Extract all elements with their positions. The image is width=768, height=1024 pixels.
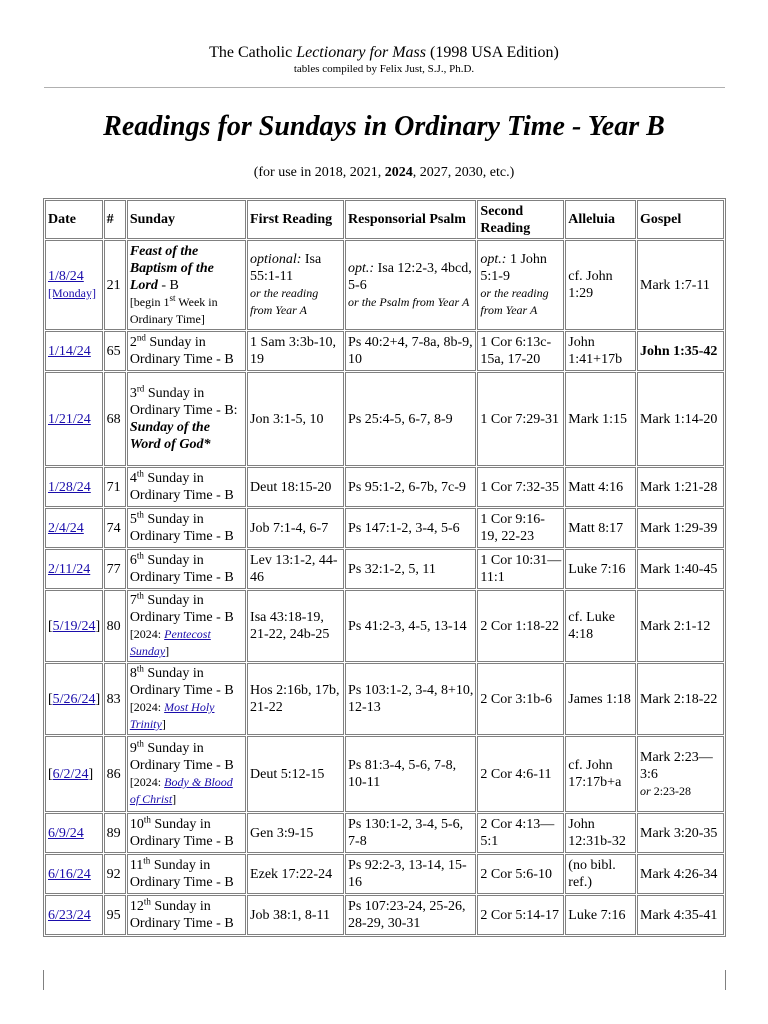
alleluia-cell: cf. John 17:17b+a: [565, 736, 636, 812]
column-header-sunday: Sunday: [127, 200, 246, 239]
lectionary-number: 86: [104, 736, 126, 812]
sunday-cell: 5th Sunday in Ordinary Time - B: [127, 508, 246, 548]
psalm-cell: Ps 81:3-4, 5-6, 7-8, 10-11: [345, 736, 476, 812]
alleluia-cell: Matt 8:17: [565, 508, 636, 548]
lectionary-number: 71: [104, 467, 126, 507]
table-row: [45, 549, 724, 589]
page-header: [0, 0, 768, 76]
table-continuation-right: [725, 970, 726, 990]
date-link[interactable]: 6/9/24: [48, 825, 84, 841]
gospel-cell: Mark 1:29-39: [637, 508, 724, 548]
sunday-cell: 2nd Sunday in Ordinary Time - B: [127, 331, 246, 371]
table-row: [45, 590, 724, 662]
lectionary-number: 89: [104, 813, 126, 853]
lectionary-title-line: The Catholic Lectionary for Mass (1998 USA Edition): [209, 44, 559, 61]
date-link[interactable]: 1/28/24: [48, 479, 91, 495]
first-reading-cell: Job 7:1-4, 6-7: [247, 508, 344, 548]
second-reading-cell: 1 Cor 6:13c-15a, 17-20: [477, 331, 564, 371]
second-reading-cell: 2 Cor 1:18-22: [477, 590, 564, 662]
readings-table: [43, 198, 726, 937]
first-reading-cell: Deut 5:12-15: [247, 736, 344, 812]
date-cell: [45, 331, 103, 371]
gospel-cell: Mark 1:21-28: [637, 467, 724, 507]
date-cell: [45, 508, 103, 548]
solemnity-link[interactable]: Pentecost Sunday: [129, 627, 211, 658]
column-header-psalm: Responsorial Psalm: [345, 200, 476, 239]
date-link[interactable]: 1/8/24: [48, 269, 84, 284]
sunday-cell: 4th Sunday in Ordinary Time - B: [127, 467, 246, 507]
sunday-cell: 10th Sunday in Ordinary Time - B: [127, 813, 246, 853]
table-row: [45, 736, 724, 812]
gospel-cell: Mark 2:1-12: [637, 590, 724, 662]
second-reading-cell: 2 Cor 3:1b-6: [477, 663, 564, 735]
second-reading-cell: 2 Cor 5:14-17: [477, 895, 564, 935]
first-reading-cell: Isa 43:18-19, 21-22, 24b-25: [247, 590, 344, 662]
table-row: [45, 813, 724, 853]
date-link[interactable]: 1/21/24: [48, 411, 91, 427]
second-reading-cell: 1 Cor 9:16-19, 22-23: [477, 508, 564, 548]
first-reading-cell: Gen 3:9-15: [247, 813, 344, 853]
second-reading-cell: 2 Cor 4:13—5:1: [477, 813, 564, 853]
first-reading-cell: Deut 18:15-20: [247, 467, 344, 507]
lectionary-number: 95: [104, 895, 126, 935]
first-reading-cell: Job 38:1, 8-11: [247, 895, 344, 935]
column-header-date: Date: [45, 200, 103, 239]
psalm-cell: opt.: Isa 12:2-3, 4bcd, 5-6 or the Psalm from Year A: [345, 240, 476, 330]
lectionary-number: 68: [104, 372, 126, 466]
table-row: [45, 467, 724, 507]
compiler-credit: tables compiled by Felix Just, S.J., Ph.D.: [293, 63, 475, 75]
date-cell: [45, 549, 103, 589]
table-row: [45, 331, 724, 371]
page-subtitle: (for use in 2018, 2021, 2024, 2027, 2030, etc.): [253, 165, 515, 180]
psalm-cell: Ps 147:1-2, 3-4, 5-6: [345, 508, 476, 548]
lectionary-number: 21: [104, 240, 126, 330]
date-cell: [45, 240, 103, 330]
gospel-cell: Mark 3:20-35: [637, 813, 724, 853]
alleluia-cell: (no bibl. ref.): [565, 854, 636, 894]
sunday-cell: Feast of the Baptism of the Lord - B [begin 1st Week in Ordinary Time]: [127, 240, 246, 330]
psalm-cell: Ps 130:1-2, 3-4, 5-6, 7-8: [345, 813, 476, 853]
gospel-cell: Mark 1:40-45: [637, 549, 724, 589]
column-header-alleluia: Alleluia: [565, 200, 636, 239]
date-cell: [45, 813, 103, 853]
date-link[interactable]: 2/4/24: [48, 520, 84, 536]
first-reading-cell: Ezek 17:22-24: [247, 854, 344, 894]
header-row: [45, 200, 724, 239]
date-cell: [45, 854, 103, 894]
table-row: [45, 240, 724, 330]
second-reading-cell: 1 Cor 7:29-31: [477, 372, 564, 466]
header-divider: [44, 87, 725, 88]
table-row: [45, 854, 724, 894]
gospel-cell: Mark 4:26-34: [637, 854, 724, 894]
alleluia-cell: John 12:31b-32: [565, 813, 636, 853]
first-reading-cell: Lev 13:1-2, 44-46: [247, 549, 344, 589]
table-row: [45, 895, 724, 935]
alleluia-cell: Mark 1:15: [565, 372, 636, 466]
table-row: [45, 508, 724, 548]
lectionary-number: 65: [104, 331, 126, 371]
lectionary-number: 74: [104, 508, 126, 548]
lectionary-number: 92: [104, 854, 126, 894]
psalm-cell: Ps 95:1-2, 6-7b, 7c-9: [345, 467, 476, 507]
date-cell: [45, 895, 103, 935]
gospel-cell: Mark 4:35-41: [637, 895, 724, 935]
date-link[interactable]: 6/2/24: [52, 766, 89, 782]
psalm-cell: Ps 25:4-5, 6-7, 8-9: [345, 372, 476, 466]
first-reading-cell: Jon 3:1-5, 10: [247, 372, 344, 466]
column-header-first-reading: First Reading: [247, 200, 344, 239]
gospel-cell: Mark 1:14-20: [637, 372, 724, 466]
first-reading-cell: Hos 2:16b, 17b, 21-22: [247, 663, 344, 735]
sunday-cell: 11th Sunday in Ordinary Time - B: [127, 854, 246, 894]
psalm-cell: Ps 103:1-2, 3-4, 8+10, 12-13: [345, 663, 476, 735]
gospel-cell: Mark 2:23—3:6 or 2:23-28: [637, 736, 724, 812]
date-link[interactable]: 5/26/24: [52, 691, 96, 707]
date-cell: [45, 372, 103, 466]
first-reading-cell: optional: Isa 55:1-11 or the reading from Year A: [247, 240, 344, 330]
second-reading-cell: 2 Cor 5:6-10: [477, 854, 564, 894]
sunday-cell: 6th Sunday in Ordinary Time - B: [127, 549, 246, 589]
alleluia-cell: James 1:18: [565, 663, 636, 735]
sunday-cell: 7th Sunday in Ordinary Time - B [2024: Pentecost Sunday]: [127, 590, 246, 662]
psalm-cell: Ps 32:1-2, 5, 11: [345, 549, 476, 589]
date-link[interactable]: 6/16/24: [48, 866, 91, 882]
lectionary-number: 80: [104, 590, 126, 662]
sunday-cell: 9th Sunday in Ordinary Time - B [2024: Body & Blood of Christ]: [127, 736, 246, 812]
alleluia-cell: Matt 4:16: [565, 467, 636, 507]
date-cell: [5/19/24]: [45, 590, 103, 662]
gospel-cell: Mark 1:7-11: [637, 240, 724, 330]
date-cell: [45, 467, 103, 507]
date-link[interactable]: 6/23/24: [48, 907, 91, 923]
date-cell: [5/26/24]: [45, 663, 103, 735]
sunday-cell: 8th Sunday in Ordinary Time - B [2024: Most Holy Trinity]: [127, 663, 246, 735]
gospel-cell: Mark 2:18-22: [637, 663, 724, 735]
first-reading-cell: 1 Sam 3:3b-10, 19: [247, 331, 344, 371]
psalm-cell: Ps 107:23-24, 25-26, 28-29, 30-31: [345, 895, 476, 935]
second-reading-cell: 1 Cor 7:32-35: [477, 467, 564, 507]
date-link[interactable]: 1/14/24: [48, 343, 91, 359]
date-link[interactable]: 5/19/24: [52, 618, 96, 634]
lectionary-number: 77: [104, 549, 126, 589]
alleluia-cell: cf. Luke 4:18: [565, 590, 636, 662]
table-row: [45, 663, 724, 735]
column-header-number: #: [104, 200, 126, 239]
date-cell: [6/2/24]: [45, 736, 103, 812]
lectionary-number: 83: [104, 663, 126, 735]
second-reading-cell: 2 Cor 4:6-11: [477, 736, 564, 812]
psalm-cell: Ps 41:2-3, 4-5, 13-14: [345, 590, 476, 662]
date-note-link[interactable]: [Monday]: [48, 286, 96, 300]
alleluia-cell: John 1:41+17b: [565, 331, 636, 371]
sunday-cell: 12th Sunday in Ordinary Time - B: [127, 895, 246, 935]
page-title: Readings for Sundays in Ordinary Time - Year B: [103, 111, 665, 142]
solemnity-link[interactable]: Body & Blood of Christ: [129, 775, 233, 806]
date-link[interactable]: 2/11/24: [48, 561, 91, 577]
gospel-cell: John 1:35-42: [637, 331, 724, 371]
solemnity-link[interactable]: Most Holy Trinity: [129, 700, 215, 731]
psalm-cell: Ps 92:2-3, 13-14, 15-16: [345, 854, 476, 894]
alleluia-cell: Luke 7:16: [565, 895, 636, 935]
second-reading-cell: opt.: 1 John 5:1-9 or the reading from Year A: [477, 240, 564, 330]
alleluia-cell: cf. John 1:29: [565, 240, 636, 330]
alleluia-cell: Luke 7:16: [565, 549, 636, 589]
table-continuation-left: [43, 970, 44, 990]
psalm-cell: Ps 40:2+4, 7-8a, 8b-9, 10: [345, 331, 476, 371]
sunday-cell: 3rd Sunday in Ordinary Time - B: Sunday of the Word of God*: [127, 372, 246, 466]
column-header-second-reading: Second Reading: [477, 200, 564, 239]
second-reading-cell: 1 Cor 10:31—11:1: [477, 549, 564, 589]
table-row: [45, 372, 724, 466]
column-header-gospel: Gospel: [637, 200, 724, 239]
